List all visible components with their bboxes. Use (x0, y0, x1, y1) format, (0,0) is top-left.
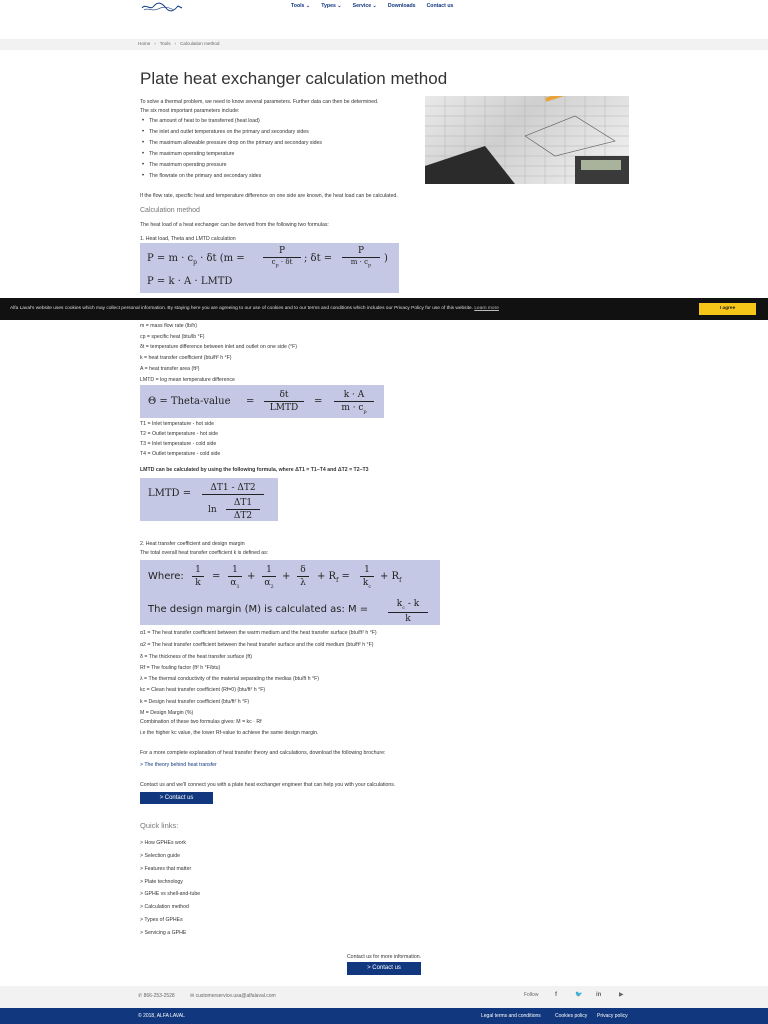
cta-contact-us-button[interactable]: > Contact us (347, 962, 421, 975)
formula-text: + $R_f$ = (317, 571, 350, 584)
section-2-title: 2. Heat transfer coefficient and design margin (140, 541, 245, 547)
fraction: P $c_p \cdot \delta t$ (263, 245, 301, 269)
fraction: $\frac{k \cdot A}{m \cdot c_p}$ (334, 389, 374, 416)
cookie-agree-button[interactable]: I agree (699, 303, 756, 315)
nav-service[interactable]: Service ⌄ (352, 3, 377, 9)
list-item: • The flowrate on the primary and secondary sides (140, 173, 420, 180)
breadcrumb-current: Calculation method (180, 41, 220, 46)
cookie-banner (0, 298, 768, 320)
formula-text: + (282, 571, 291, 582)
nav-tools[interactable]: Tools ⌄ (291, 3, 311, 9)
legal-terms-link[interactable]: Legal terms and conditions (481, 1013, 541, 1019)
quick-link-types[interactable]: > Types of GPHEs (140, 917, 183, 924)
definition: LMTD = log mean temperature difference (140, 377, 235, 383)
definition: α2 = The heat transfer coefficient between the heat transfer surface and the cold medium (btu/ft² h °F) (140, 642, 374, 648)
definition: k = heat transfer coefficient (btu/ft² h °F) (140, 355, 232, 361)
formula-text: = (314, 396, 323, 407)
formulas-intro: The heat load of a heat exchanger can be derived from the following two formulas: (140, 222, 329, 228)
fraction: ΔT1 - ΔT2 ln ΔT1 ΔT2 (202, 482, 264, 520)
list-item: • The maximum operating pressure (140, 162, 420, 169)
footer-contact-bar (0, 986, 768, 1008)
definition: T1 = Inlet temperature - hot side (140, 421, 214, 427)
brochure-intro: For a more complete explanation of heat transfer theory and calculations, download the following brochure: (140, 750, 386, 756)
fraction: $\frac{1}{k_c}$ (360, 564, 374, 591)
formula-text: The design margin (M) is calculated as: M = (148, 604, 369, 615)
cta-text: Contact us for more information. (346, 954, 422, 960)
page-title: Plate heat exchanger calculation method (140, 69, 448, 88)
fraction: $\frac{1}{\alpha_1}$ (228, 564, 242, 591)
fraction: δt LMTD (264, 389, 304, 414)
quick-link-calculation-method[interactable]: > Calculation method (140, 904, 189, 911)
definition: α1 = The heat transfer coefficient between the warm medium and the heat transfer surface (btu/ft² h °F) (140, 630, 377, 636)
quick-link-features[interactable]: > Features that matter (140, 866, 191, 873)
formula-text: $P = m \cdot c_p \cdot \delta t$ (m = (147, 253, 245, 266)
list-item: • The inlet and outlet temperatures on the primary and secondary sides (140, 129, 420, 136)
privacy-policy-link[interactable]: Privacy policy (597, 1013, 628, 1019)
formula-text: ) (384, 253, 388, 264)
intro-paragraph: To solve a thermal problem, we need to know several parameters. Further data can then be determined. (140, 99, 379, 105)
learn-more-link[interactable]: Learn more (474, 306, 499, 311)
definition: δ = The thickness of the heat transfer surface (ft) (140, 654, 253, 660)
nav-downloads[interactable]: Downloads (387, 3, 416, 9)
breadcrumb-separator: › (174, 41, 177, 46)
nav-contact-us[interactable]: Contact us (426, 3, 454, 9)
definition: i.e the higher kc value, the lower Rf-value to achieve the same design margin. (140, 730, 319, 736)
definition: T3 = Inlet temperature - cold side (140, 441, 217, 447)
cookies-policy-link[interactable]: Cookies policy (555, 1013, 588, 1019)
formula-text: = (246, 396, 255, 407)
twitter-icon[interactable]: 🐦 (575, 992, 583, 998)
intro-content (140, 99, 420, 184)
footer-follow-label: Follow (524, 992, 539, 998)
main-nav (291, 3, 453, 10)
formula-theta (140, 385, 384, 418)
fraction: P $m \cdot c_p$ (342, 245, 380, 269)
formula-text: + $R_f$ (380, 571, 402, 584)
nav-types[interactable]: Types ⌄ (321, 3, 342, 9)
formula-text: Where: (148, 571, 184, 582)
list-item: • The maximum allowable pressure drop on the primary and secondary sides (140, 140, 420, 147)
youtube-icon[interactable]: ▶ (619, 992, 624, 998)
copyright: © 2018, ALFA LAVAL (138, 1013, 185, 1019)
fraction: $\frac{1}{\alpha_2}$ (262, 564, 276, 591)
formula-text: + (247, 571, 256, 582)
calculation-method-subtitle: Calculation method (140, 207, 200, 214)
lmtd-intro: LMTD can be calculated by using the following formula, where ΔT1 = T1–T4 and ΔT2 = T2–T3 (140, 467, 369, 473)
alfa-laval-logo[interactable] (140, 1, 184, 13)
definition: kc = Clean heat transfer coefficient (Rf=0) (btu/ft² h °F) (140, 687, 266, 693)
calculator-illustration (425, 96, 629, 184)
intro-parameters-lead: The six most important parameters include: (140, 108, 240, 115)
breadcrumb-tools[interactable]: Tools (159, 41, 171, 46)
calculator-photo (425, 96, 629, 184)
definition: cp = specific heat (btu/lb °F) (140, 334, 205, 340)
formula-lmtd (140, 478, 278, 521)
definition: T4 = Outlet temperature - cold side (140, 451, 221, 457)
definition: δt = temperature difference between inlet and outlet on one side (°F) (140, 344, 297, 350)
facebook-icon[interactable]: f (555, 992, 557, 998)
definition: A = heat transfer area (ft²) (140, 366, 200, 372)
formula-text: ; δt = (304, 253, 333, 264)
formula-heat-transfer-coefficient (140, 560, 440, 625)
fraction: $\frac{k_c - k}{k}$ (388, 598, 428, 625)
formula-text: = (212, 571, 221, 582)
formula-heat-load (140, 243, 399, 293)
quick-link-plate-technology[interactable]: > Plate technology (140, 879, 183, 886)
quick-link-selection-guide[interactable]: > Selection guide (140, 853, 180, 860)
breadcrumb-bar (0, 39, 768, 50)
definition: Rf = The fouling factor (ft² h °F/btu) (140, 665, 221, 671)
definition: Combination of these two formulas gives: M = kc · Rf (140, 719, 262, 725)
contact-paragraph: Contact us and we'll connect you with a plate heat exchanger engineer that can help you with your calculations. (140, 782, 396, 788)
definition: m = mass flow rate (lb/h) (140, 323, 197, 329)
linkedin-icon[interactable]: in (596, 992, 602, 998)
definition: λ = The thermal conductivity of the material separating the medias (btu/ft h °F) (140, 676, 319, 682)
footer-email[interactable]: ✉ customerservice.usa@alfalaval.com (190, 993, 276, 999)
header (0, 0, 768, 15)
list-item: • The amount of heat to be transferred (heat load) (140, 118, 420, 125)
brochure-link[interactable]: > The theory behind heat transfer (140, 762, 217, 768)
definition: M = Design Margin (%) (140, 710, 194, 716)
formula-text: Θ = Theta-value (148, 396, 231, 407)
footer-legal-bar (0, 1008, 768, 1024)
quick-link-servicing[interactable]: > Servicing a GPHE (140, 930, 186, 937)
definition: k = Design heat transfer coefficient (btu/ft² h °F) (140, 699, 250, 705)
breadcrumb-home[interactable]: Home (138, 41, 151, 46)
quick-links-title: Quick links: (140, 821, 179, 830)
quick-link-how-gphes-work[interactable]: > How GPHEs work (140, 840, 186, 847)
definition: T2 = Outlet temperature - hot side (140, 431, 218, 437)
breadcrumb-separator: › (154, 41, 156, 46)
cookie-text: Alfa Laval's website uses cookies which may collect personal information. By staying here you are agreeing to our use of cookies and to our terms and conditions which includes our Privacy Policy for use of this website. Learn more (10, 306, 499, 311)
footer-phone[interactable]: ✆ 866-253-2528 (138, 993, 175, 999)
breadcrumb (138, 41, 219, 47)
contact-us-button[interactable]: > Contact us (140, 792, 213, 804)
parameter-list (140, 118, 420, 180)
formula-text: P = k · A · LMTD (147, 276, 233, 287)
fraction: $\frac{\delta}{\lambda}$ (297, 564, 309, 589)
list-item: • The maximum operating temperature (140, 151, 420, 158)
heat-load-note: If the flow rate, specific heat and temperature difference on one side are known, the heat load can be calculated. (140, 193, 398, 199)
section-2-intro: The total overall heat transfer coefficient k is defined as: (140, 550, 269, 556)
section-1-title: 1. Heat load, Theta and LMTD calculation (140, 236, 236, 242)
quick-link-gphe-vs-shell[interactable]: > GPHE vs shell-and-tube (140, 891, 200, 898)
fraction: $\frac{1}{k}$ (192, 564, 204, 589)
formula-text: LMTD = (148, 488, 192, 499)
